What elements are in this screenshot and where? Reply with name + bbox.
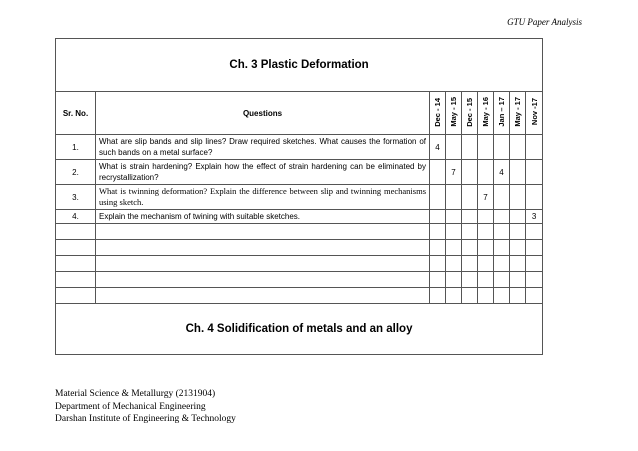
mark-cell [446, 210, 462, 224]
sr-no-cell: 4. [56, 210, 96, 224]
mark-cell [510, 210, 526, 224]
mark-cell [510, 135, 526, 160]
col-header-srno: Sr. No. [56, 92, 96, 135]
mark-cell [462, 210, 478, 224]
table-row [56, 160, 543, 185]
mark-cell [526, 185, 543, 210]
mark-cell: 3 [526, 210, 543, 224]
col-header-exam: May - 16 [478, 92, 494, 135]
col-header-exam: Jan – 17 [494, 92, 510, 135]
mark-cell [510, 160, 526, 185]
col-header-exam: Dec - 15 [462, 92, 478, 135]
mark-cell [494, 135, 510, 160]
page-footer [55, 388, 236, 426]
chapter-title: Ch. 3 Plastic Deformation [56, 39, 543, 92]
footer-subject: Material Science & Metallurgy (2131904) [55, 389, 216, 399]
empty-row [56, 240, 543, 256]
mark-cell [446, 135, 462, 160]
col-header-exam: May - 17 [510, 92, 526, 135]
mark-cell [478, 135, 494, 160]
mark-cell: 7 [478, 185, 494, 210]
mark-cell [446, 185, 462, 210]
question-cell: What is twinning deformation? Explain the difference between slip and twinning mechanisms using sketch. [96, 185, 430, 210]
footer-institute: Darshan Institute of Engineering & Technology [55, 414, 236, 424]
page-header: GTU Paper Analysis [507, 17, 582, 27]
mark-cell [526, 135, 543, 160]
empty-row [56, 288, 543, 304]
table-row [56, 210, 543, 224]
mark-cell [478, 160, 494, 185]
mark-cell [494, 210, 510, 224]
mark-cell [478, 210, 494, 224]
question-cell: What are slip bands and slip lines? Draw required sketches. What causes the formation of such bands on a metal surface? [96, 135, 430, 160]
table-row [56, 135, 543, 160]
empty-row [56, 272, 543, 288]
question-cell: What is strain hardening? Explain how the effect of strain hardening can be eliminated by recrystallization? [96, 160, 430, 185]
mark-cell [430, 160, 446, 185]
mark-cell [510, 185, 526, 210]
mark-cell [430, 185, 446, 210]
footer-department: Department of Mechanical Engineering [55, 401, 206, 412]
mark-cell [526, 160, 543, 185]
mark-cell [494, 185, 510, 210]
mark-cell: 7 [446, 160, 462, 185]
mark-cell [462, 185, 478, 210]
mark-cell [462, 160, 478, 185]
question-table [55, 38, 543, 355]
sr-no-cell: 2. [56, 160, 96, 185]
mark-cell [462, 135, 478, 160]
mark-cell [430, 210, 446, 224]
table-row [56, 185, 543, 210]
col-header-exam: May - 15 [446, 92, 462, 135]
mark-cell: 4 [494, 160, 510, 185]
next-chapter-title: Ch. 4 Solidification of metals and an alloy [56, 304, 543, 355]
sr-no-cell: 3. [56, 185, 96, 210]
empty-row [56, 224, 543, 240]
empty-row [56, 256, 543, 272]
col-header-exam: Nov -17 [526, 92, 543, 135]
question-cell: Explain the mechanism of twining with suitable sketches. [96, 210, 430, 224]
mark-cell: 4 [430, 135, 446, 160]
col-header-exam: Dec - 14 [430, 92, 446, 135]
col-header-questions: Questions [96, 92, 430, 135]
sr-no-cell: 1. [56, 135, 96, 160]
